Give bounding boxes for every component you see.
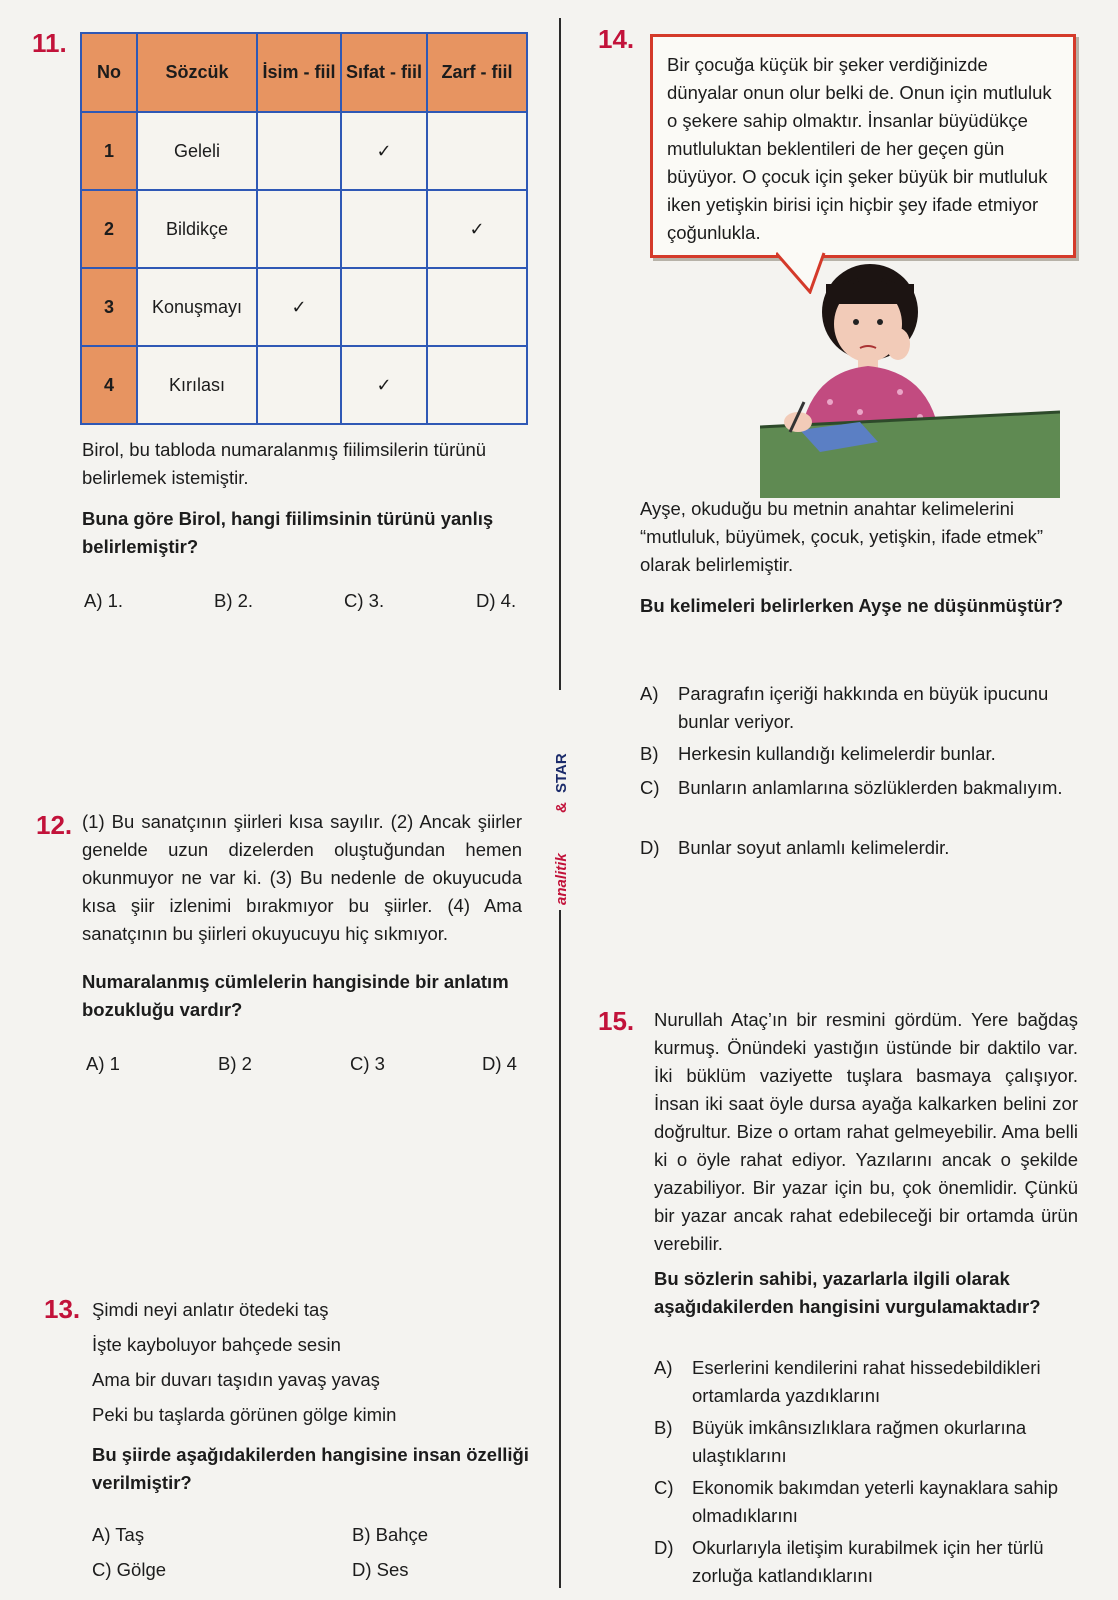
q14-option-b[interactable] xyxy=(640,740,1080,768)
row-word: Kırılası xyxy=(137,346,257,424)
option-text: Herkesin kullandığı kelimelerdir bunlar. xyxy=(678,743,996,764)
check-zarf xyxy=(427,112,527,190)
q13-poem-line: İşte kayboluyor bahçede sesin xyxy=(92,1334,341,1355)
table-header-row xyxy=(81,33,527,112)
option-letter: C) xyxy=(654,1477,674,1498)
question-number-14: 14. xyxy=(598,24,635,54)
q13-option-b[interactable]: B) Bahçe xyxy=(352,1524,429,1545)
table-header-no: No xyxy=(81,33,137,112)
brand-amp: & xyxy=(553,802,570,813)
q11-option-a[interactable]: A) 1. xyxy=(84,590,124,611)
option-letter: C) xyxy=(640,777,660,798)
q11-option-d[interactable]: D) 4. xyxy=(476,590,517,611)
row-number: 3 xyxy=(81,268,137,346)
q13-poem-line: Peki bu taşlarda görünen gölge kimin xyxy=(92,1404,397,1425)
q15-paragraph: Nurullah Ataç’ın bir resmini gördüm. Yere bağdaş kurmuş. Önündeki yastığın üstünde bir daktilo var. İki büklüm vaziyette tuşlara basmaya çalışıyor. İnsan iki saat öyle dursa ayağa kalkarken belini zor doğrultur. Bize o ortam rahat gelmeyebilir. Ama belli ki o öyle rahat ediyor. Yazılarını ancak o şekilde yazabiliyor. Bir yazar için bu, çok önemlidir. Çünkü bir yazar ancak rahat edebileceği bir ortamda ürün verebilir. xyxy=(654,1009,1078,1254)
option-letter: A) xyxy=(654,1357,673,1378)
table-row xyxy=(81,346,527,424)
option-text: Ekonomik bakımdan yeterli kaynaklara sahip olmadıklarını xyxy=(692,1477,1059,1526)
check-zarf xyxy=(427,346,527,424)
q14-question: Bu kelimeleri belirlerken Ayşe ne düşünmüştür? xyxy=(640,595,1064,616)
check-isim xyxy=(257,190,341,268)
question-number-15: 15. xyxy=(598,1006,635,1036)
row-word: Konuşmayı xyxy=(137,268,257,346)
q12-question: Numaralanmış cümlelerin hangisinde bir anlatım bozukluğu vardır? xyxy=(82,971,509,1020)
option-letter: A) xyxy=(640,683,659,704)
q15-option-d[interactable] xyxy=(654,1534,1078,1590)
speech-bubble xyxy=(650,34,1076,258)
row-word: Geleli xyxy=(137,112,257,190)
q13-poem-line: Şimdi neyi anlatır ötedeki taş xyxy=(92,1299,329,1320)
q12-option-c[interactable]: C) 3 xyxy=(350,1053,385,1074)
q14-option-a[interactable] xyxy=(640,680,1080,736)
check-isim xyxy=(257,112,341,190)
option-text: Paragrafın içeriği hakkında en büyük ipucunu bunlar veriyor. xyxy=(678,683,1049,732)
option-letter: D) xyxy=(654,1537,674,1558)
q13-option-d[interactable]: D) Ses xyxy=(352,1559,409,1580)
q11-question: Buna göre Birol, hangi fiilimsinin türünü yanlış belirlemiştir? xyxy=(82,508,494,557)
row-number: 1 xyxy=(81,112,137,190)
q14-intro: Ayşe, okuduğu bu metnin anahtar kelimelerini “mutluluk, büyümek, çocuk, yetişkin, ifade etmek” olarak belirlemiştir. xyxy=(640,498,1044,575)
option-text: Bunların anlamlarına sözlüklerden bakmalıyım. xyxy=(678,777,1063,798)
publisher-logo xyxy=(548,690,572,910)
row-number: 4 xyxy=(81,346,137,424)
q12-option-a[interactable]: A) 1 xyxy=(86,1053,120,1074)
option-text: Bunlar soyut anlamlı kelimelerdir. xyxy=(678,837,950,858)
option-letter: D) xyxy=(640,837,660,858)
table-row xyxy=(81,112,527,190)
q15-option-a[interactable] xyxy=(654,1354,1078,1410)
q15-question: Bu sözlerin sahibi, yazarlarla ilgili olarak aşağıdakilerden hangisini vurgulamaktadır? xyxy=(654,1268,1041,1317)
check-sifat: ✓ xyxy=(341,346,427,424)
q13-poem-line: Ama bir duvarı taşıdın yavaş yavaş xyxy=(92,1369,380,1390)
fiilimsi-table xyxy=(80,32,528,425)
check-isim: ✓ xyxy=(257,268,341,346)
q11-option-b[interactable]: B) 2. xyxy=(214,590,254,611)
option-letter: B) xyxy=(654,1417,673,1438)
row-word: Bildikçe xyxy=(137,190,257,268)
q13-option-a[interactable]: A) Taş xyxy=(92,1524,145,1545)
table-header-zarf: Zarf - fiil xyxy=(427,33,527,112)
question-number-12: 12. xyxy=(36,810,73,840)
speech-text: Bir çocuğa küçük bir şeker verdiğinizde dünyalar onun olur belki de. Onun için mutluluk o şekere sahip olmaktır. İnsanlar büyüdükçe mutluluktan beklentileri de her geçen gün büyüyor. O çocuk için şeker büyük bir mutluluk iken yetişkin birisi için hiçbir şey ifade etmiyor çoğunlukla. xyxy=(667,54,1052,243)
brand-name: analitik xyxy=(553,853,570,905)
table-row xyxy=(81,268,527,346)
question-number-11: 11. xyxy=(32,28,67,58)
check-zarf: ✓ xyxy=(427,190,527,268)
row-number: 2 xyxy=(81,190,137,268)
question-number-13: 13. xyxy=(44,1294,81,1324)
check-sifat: ✓ xyxy=(341,112,427,190)
option-letter: B) xyxy=(640,743,659,764)
q12-option-d[interactable]: D) 4 xyxy=(482,1053,517,1074)
brand-star: STAR xyxy=(553,753,570,793)
table-header-isim: İsim - fiil xyxy=(257,33,341,112)
q12-option-b[interactable]: B) 2 xyxy=(218,1053,252,1074)
check-isim xyxy=(257,346,341,424)
q14-option-c[interactable] xyxy=(640,774,1080,802)
table-header-word: Sözcük xyxy=(137,33,257,112)
check-sifat xyxy=(341,190,427,268)
option-text: Eserlerini kendilerini rahat hissedebildikleri ortamlarda yazdıklarını xyxy=(692,1357,1041,1406)
q15-option-c[interactable] xyxy=(654,1474,1078,1530)
check-sifat xyxy=(341,268,427,346)
q11-intro: Birol, bu tabloda numaralanmış fiilimsilerin türünü belirlemek istemiştir. xyxy=(82,439,487,488)
q12-paragraph: (1) Bu sanatçının şiirleri kısa sayılır. (2) Ancak şiirler genelde uzun dizelerden oluştuğundan hemen okunmuyor ne var ki. (3) Bu nedenle de okuyucuda kısa şiir izlenimi bırakmıyor bu şiirler. (4) Ama sanatçının bu şiirleri okuyucuyu hiç sıkmıyor. xyxy=(82,811,522,944)
q14-option-d[interactable] xyxy=(640,834,1080,862)
q11-option-c[interactable]: C) 3. xyxy=(344,590,385,611)
girl-illustration xyxy=(760,262,1060,498)
q13-question: Bu şiirde aşağıdakilerden hangisine insan özelliği verilmiştir? xyxy=(92,1444,529,1493)
q15-option-b[interactable] xyxy=(654,1414,1078,1470)
option-text: Okurlarıyla iletişim kurabilmek için her türlü zorluğa katlandıklarını xyxy=(692,1537,1044,1586)
option-text: Büyük imkânsızlıklara rağmen okurlarına ulaştıklarını xyxy=(692,1417,1027,1466)
table-header-sifat: Sıfat - fiil xyxy=(341,33,427,112)
q13-option-c[interactable]: C) Gölge xyxy=(92,1559,167,1580)
check-zarf xyxy=(427,268,527,346)
table-row xyxy=(81,190,527,268)
